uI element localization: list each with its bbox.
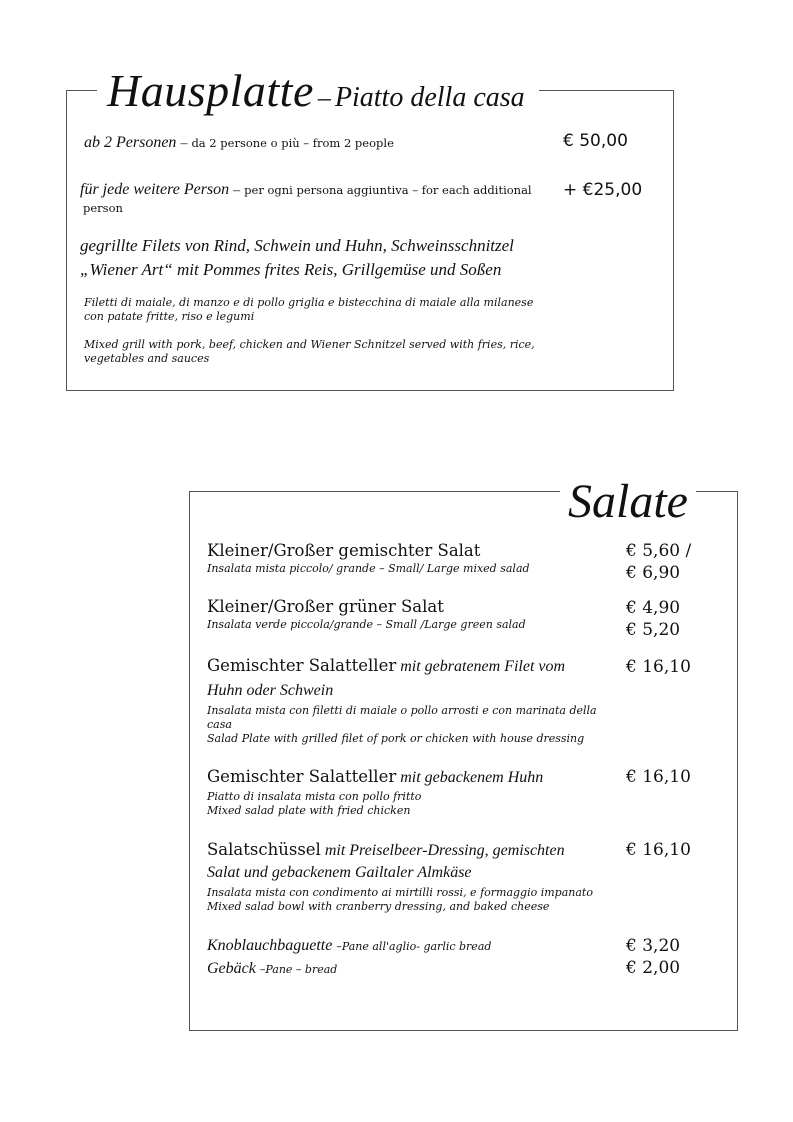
hausplatte-title-dash: – bbox=[317, 83, 331, 112]
hausplatte-row-two-persons bbox=[84, 134, 394, 152]
salad-item-price: € 4,90 bbox=[626, 598, 681, 618]
bread-item-name: Knoblauchbaguette bbox=[207, 937, 333, 954]
hausplatte-title: Hausplatte bbox=[107, 65, 314, 116]
salad-item-name: Gemischter Salatteller bbox=[207, 656, 397, 675]
salad-item-price: € 5,60 / bbox=[626, 541, 692, 561]
salad-item-subtitle: Insalata mista con condimento ai mirtilli rossi, e formaggio impanato bbox=[207, 886, 593, 899]
hausplatte-price-additional: + €25,00 bbox=[563, 180, 643, 200]
salad-item-script: mit gebratenem Filet vom bbox=[400, 658, 566, 675]
salad-item-subtitle: Piatto di insalata mista con pollo fritto bbox=[207, 790, 422, 803]
hausplatte-price-two-persons: € 50,00 bbox=[563, 131, 628, 151]
hausplatte-row-additional bbox=[80, 181, 532, 199]
row-label-de: für jede weitere Person bbox=[80, 181, 230, 198]
bread-item-desc: –Pane – bread bbox=[259, 963, 338, 976]
salad-item-subtitle: Mixed salad bowl with cranberry dressing, and baked cheese bbox=[207, 900, 550, 913]
bread-item bbox=[207, 937, 491, 955]
salad-item-price: € 16,10 bbox=[626, 767, 691, 787]
salad-item-name: Kleiner/Großer gemischter Salat bbox=[207, 541, 481, 560]
salate-title: Salate bbox=[560, 478, 696, 526]
bread-item bbox=[207, 960, 337, 978]
salad-item-script-cont: Huhn oder Schwein bbox=[207, 682, 334, 699]
hausplatte-heading bbox=[97, 65, 539, 116]
hausplatte-desc-de-1: gegrillte Filets von Rind, Schwein und Huhn, Schweinsschnitzel bbox=[80, 236, 514, 255]
hausplatte-desc-de-2: „Wiener Art“ mit Pommes frites Reis, Grillgemüse und Soßen bbox=[80, 260, 502, 279]
hausplatte-desc-en-2: vegetables and sauces bbox=[84, 352, 210, 365]
salad-item-subtitle: Insalata verde piccola/grande – Small /Large green salad bbox=[207, 618, 526, 631]
salad-item-script: mit Preiselbeer-Dressing, gemischten bbox=[324, 842, 565, 859]
hausplatte-desc-it-1: Filetti di maiale, di manzo e di pollo griglia e bistecchina di maiale alla milanese bbox=[84, 296, 534, 309]
salad-item-subtitle: Salad Plate with grilled filet of pork or chicken with house dressing bbox=[207, 732, 585, 745]
row-label-rest: da 2 persone o più – from 2 people bbox=[191, 136, 394, 150]
hausplatte-desc-it-2: con patate fritte, riso e legumi bbox=[84, 310, 255, 323]
salad-item-heading bbox=[207, 767, 543, 787]
salad-item-subtitle: Insalata mista con filetti di maiale o pollo arrosti e con marinata della bbox=[207, 704, 597, 717]
salad-item-price: € 16,10 bbox=[626, 657, 691, 677]
bread-item-price: € 3,20 bbox=[626, 936, 681, 956]
bread-item-price: € 2,00 bbox=[626, 958, 681, 978]
salad-item-subtitle: casa bbox=[207, 718, 232, 731]
row-label-rest: per ogni persona aggiuntiva – for each additional bbox=[244, 183, 532, 197]
salad-item-price-large: € 5,20 bbox=[626, 620, 681, 640]
hausplatte-desc-en-1: Mixed grill with pork, beef, chicken and Wiener Schnitzel served with fries, rice, bbox=[84, 338, 535, 351]
row-label-de: ab 2 Personen bbox=[84, 134, 177, 151]
salad-item-price: € 16,10 bbox=[626, 840, 691, 860]
salad-item-name: Salatschüssel bbox=[207, 840, 321, 859]
salad-item-heading bbox=[207, 840, 565, 860]
salad-item-subtitle: Mixed salad plate with fried chicken bbox=[207, 804, 411, 817]
salad-item-subtitle: Insalata mista piccolo/ grande – Small/ Large mixed salad bbox=[207, 562, 530, 575]
salad-item-heading bbox=[207, 656, 565, 676]
bread-item-name: Gebäck bbox=[207, 960, 256, 977]
row-separator: – bbox=[233, 183, 241, 198]
salad-item-script-cont: Salat und gebackenem Gailtaler Almkäse bbox=[207, 864, 472, 881]
hausplatte-row-additional-cont: person bbox=[83, 201, 123, 215]
bread-item-desc: –Pane all'aglio- garlic bread bbox=[336, 940, 492, 953]
salad-item-name: Gemischter Salatteller bbox=[207, 767, 397, 786]
salad-item-name: Kleiner/Großer grüner Salat bbox=[207, 597, 444, 616]
salad-item-script: mit gebackenem Huhn bbox=[400, 769, 544, 786]
row-separator: – bbox=[180, 136, 188, 151]
hausplatte-subtitle: Piatto della casa bbox=[334, 82, 525, 113]
salad-item-price-large: € 6,90 bbox=[626, 563, 681, 583]
